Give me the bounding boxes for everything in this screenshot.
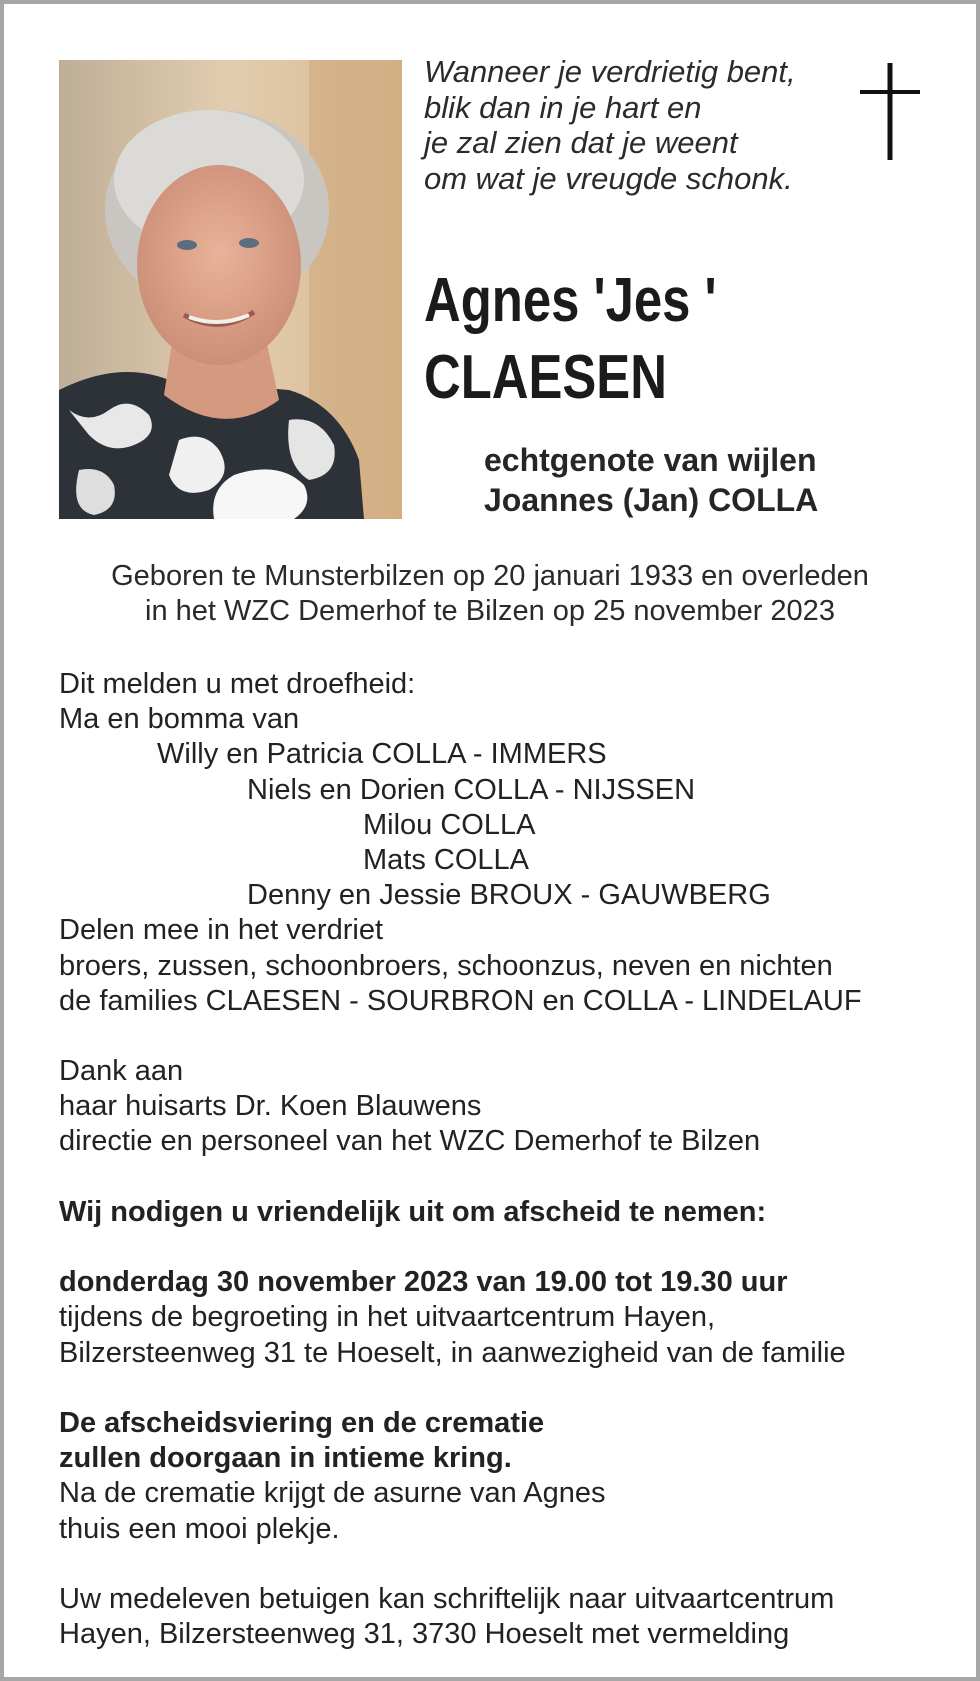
ceremony-line: Na de crematie krijgt de asurne van Agnes: [59, 1477, 606, 1510]
spouse-name: Joannes (Jan) COLLA: [484, 482, 819, 518]
condolence-line: Hayen, Bilzersteenweg 31, 3730 Hoeselt met vermelding: [59, 1618, 790, 1651]
thanks-heading: Dank aan: [59, 1055, 184, 1088]
thanks-line: directie en personeel van het WZC Demerhof te Bilzen: [59, 1125, 761, 1158]
family-sharing: Delen mee in het verdriet: [59, 914, 383, 947]
memorial-poem: [424, 54, 796, 196]
death-line: in het WZC Demerhof te Bilzen op 25 november 2023: [145, 595, 835, 627]
birth-line: Geboren te Munsterbilzen op 20 januari 1933 en overleden: [111, 560, 869, 592]
spouse-line: echtgenote van wijlen: [484, 442, 817, 478]
name-last: CLAESEN: [424, 343, 667, 412]
invitation-line: tijdens de begroeting in het uitvaartcentrum Hayen,: [59, 1301, 716, 1334]
ceremony-line: thuis een mooi plekje.: [59, 1512, 340, 1545]
name-first: Agnes 'Jes ': [424, 266, 717, 335]
birth-death-info: [0, 559, 980, 629]
poem-line: je zal zien dat je weent: [424, 125, 738, 160]
family-relatives: broers, zussen, schoonbroers, schoonzus, neven en nichten: [59, 949, 833, 982]
ceremony-bold: zullen doorgaan in intieme kring.: [59, 1442, 512, 1475]
poem-line: blik dan in je hart en: [424, 89, 702, 125]
condolence-line: Uw medeleven betuigen kan schriftelijk naar uitvaartcentrum: [59, 1582, 835, 1615]
ceremony-bold: De afscheidsviering en de crematie: [59, 1406, 545, 1439]
cross-icon: [860, 63, 920, 160]
family-member: Niels en Dorien COLLA - NIJSSEN: [247, 773, 696, 806]
invitation-line: Bilzersteenweg 31 te Hoeselt, in aanwezigheid van de familie: [59, 1336, 846, 1369]
family-member: Denny en Jessie BROUX - GAUWBERG: [247, 879, 771, 912]
invitation-date: donderdag 30 november 2023 van 19.00 tot 19.30 uur: [59, 1266, 788, 1299]
announcement-body: [59, 667, 862, 1652]
family-intro: Dit melden u met droefheid:: [59, 668, 416, 700]
poem-line: Wanneer je verdrietig bent,: [424, 54, 796, 89]
thanks-line: haar huisarts Dr. Koen Blauwens: [59, 1090, 482, 1123]
family-role: Ma en bomma van: [59, 703, 300, 736]
deceased-name: [424, 262, 717, 416]
portrait-photo: [59, 60, 402, 519]
family-families: de families CLAESEN - SOURBRON en COLLA - LINDELAUF: [59, 984, 862, 1017]
invitation-heading: Wij nodigen u vriendelijk uit om afscheid te nemen:: [59, 1195, 767, 1228]
poem-line: om wat je vreugde schonk.: [424, 160, 793, 196]
family-member: Milou COLLA: [363, 808, 536, 841]
spouse-info: [484, 440, 818, 520]
family-member: Willy en Patricia COLLA - IMMERS: [157, 738, 607, 771]
family-member: Mats COLLA: [363, 843, 529, 876]
